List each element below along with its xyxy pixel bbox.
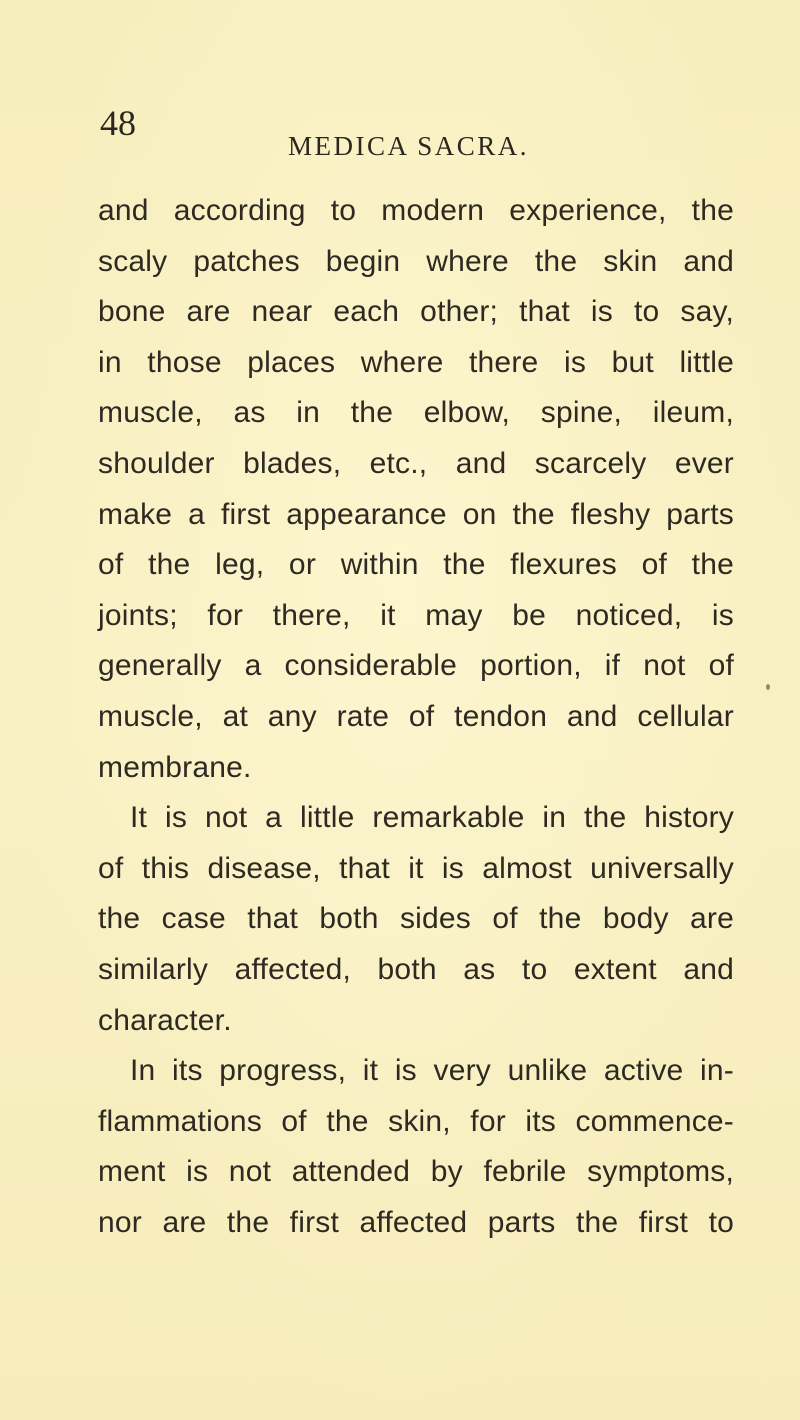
text-line: ment is not attended by febrile symptoms, xyxy=(98,1155,734,1189)
text-line: bone are near each other; that is to say, xyxy=(98,295,734,329)
paragraph-end-line: character. xyxy=(98,1003,232,1037)
text-line: and according to modern experience, the xyxy=(98,194,734,227)
ink-speck xyxy=(766,684,770,690)
text-line: in those places where there is but little xyxy=(98,345,734,379)
paragraph-end-line: membrane. xyxy=(98,750,252,784)
text-line: flammations of the skin, for its commence- xyxy=(98,1104,734,1138)
text-line: make a first appearance on the fleshy parts xyxy=(98,497,734,531)
running-head: MEDICA SACRA. xyxy=(288,131,530,161)
page-header xyxy=(100,103,740,161)
text-line: generally a considerable portion, if not of xyxy=(98,649,734,683)
text-line: shoulder blades, etc., and scarcely ever xyxy=(98,446,734,480)
text-line: similarly affected, both as to extent and xyxy=(98,952,734,986)
text-line: of the leg, or within the flexures of the xyxy=(98,548,734,582)
text-line: muscle, as in the elbow, spine, ileum, xyxy=(98,396,734,430)
text-line: muscle, at any rate of tendon and cellular xyxy=(98,699,734,733)
text-line: of this disease, that it is almost universally xyxy=(98,851,734,885)
text-line: scaly patches begin where the skin and xyxy=(98,244,734,278)
paragraph-start-line: It is not a little remarkable in the history xyxy=(130,801,734,835)
paragraph-start-line: In its progress, it is very unlike active in- xyxy=(130,1054,734,1088)
text-line: joints; for there, it may be noticed, is xyxy=(98,598,734,632)
body-text xyxy=(98,186,734,1248)
text-line: the case that both sides of the body are xyxy=(98,902,734,936)
page-number: 48 xyxy=(100,103,136,143)
text-line: nor are the first affected parts the first to xyxy=(98,1205,734,1239)
